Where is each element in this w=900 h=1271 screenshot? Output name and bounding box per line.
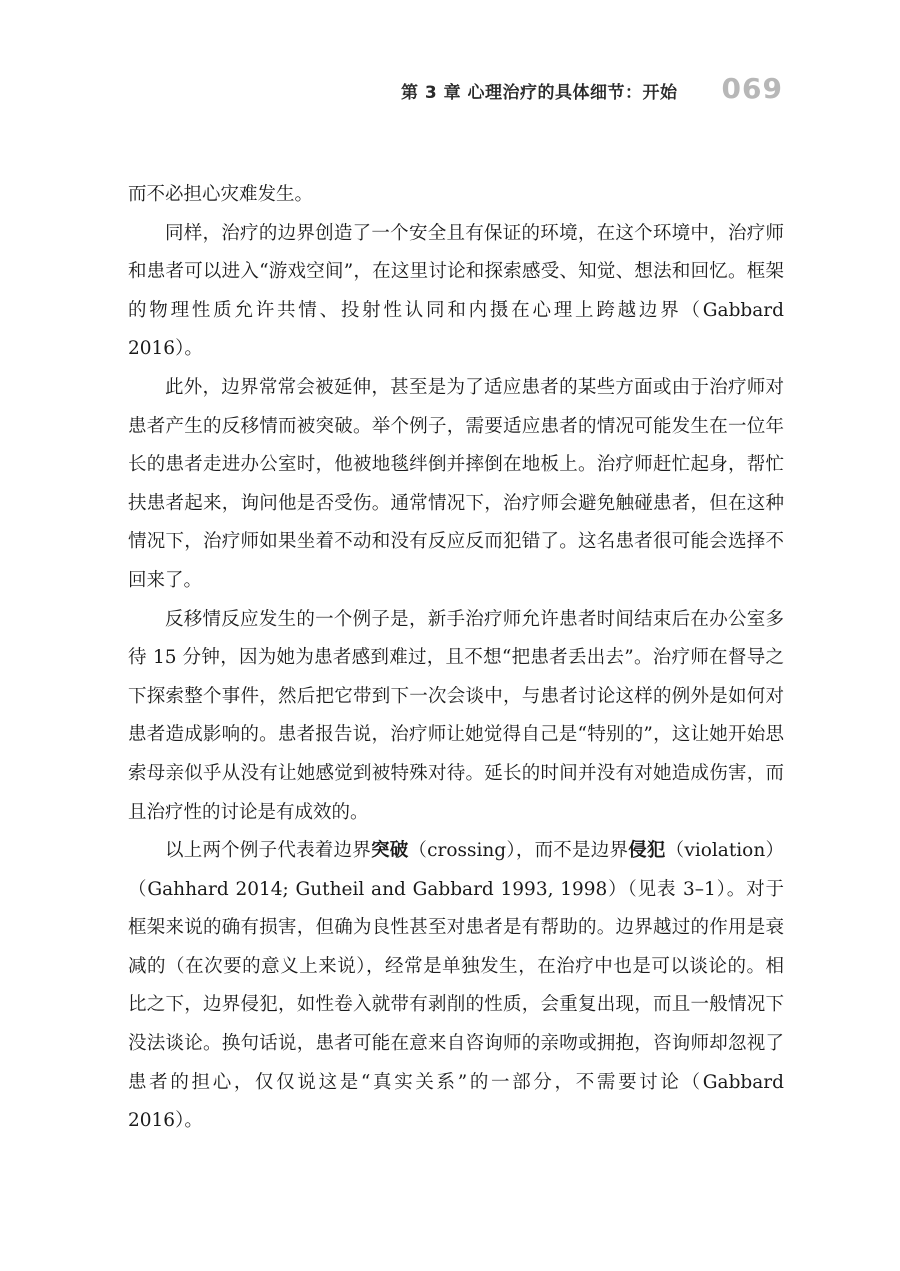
term-crossing: 突破 — [370, 840, 409, 862]
body-text — [128, 176, 784, 1141]
paragraph-boundary-extension-example: 此外，边界常常会被延伸，甚至是为了适应患者的某些方面或由于治疗师对患者产生的反移情而被突破。举个例子，需要适应患者的情况可能发生在一位年长的患者走进办公室时，他被地毯绊倒并摔倒在地板上。治疗师赶忙起身，帮忙扶患者起来，询问他是否受伤。通常情况下，治疗师会避免触碰患者，但在这种情况下，治疗师如果坐着不动和没有反应反而犯错了。这名患者很可能会选择不回来了。 — [128, 376, 784, 591]
paragraph-countertransference-example: 反移情反应发生的一个例子是，新手治疗师允许患者时间结束后在办公室多待 15 分钟，因为她为患者感到难过，且不想“把患者丢出去”。治疗师在督导之下探索整个事件，然后把它带到下一次会谈中，与患者讨论这样的例外是如何对患者造成影响的。患者报告说，治疗师让她觉得自己是“特别的”，这让她开始思索母亲似乎从没有让她感觉到被特殊对待。延长的时间并没有对她造成伤害，而且治疗性的讨论是有成效的。 — [128, 608, 784, 823]
paragraph-continuation: 而不必担心灾难发生。 — [128, 184, 314, 205]
page-number: 069 — [721, 72, 783, 105]
paragraph-boundaries-safe-environment: 同样，治疗的边界创造了一个安全且有保证的环境，在这个环境中，治疗师和患者可以进入“游戏空间”，在这里讨论和探索感受、知觉、想法和回忆。框架的物理性质允许共情、投射性认同和内摄在心理上跨越边界（Gabbard 2016）。 — [128, 222, 784, 360]
paragraph-text: 以上两个例子代表着边界 — [165, 840, 371, 862]
running-header — [401, 72, 783, 105]
paragraph-crossing-vs-violation — [128, 832, 784, 1141]
chapter-title: 第 3 章 心理治疗的具体细节：开始 — [400, 83, 678, 103]
paragraph-text: （violation）（Gahhard 2014; Gutheil and Gabbard 1993, 1998）（见表 3–1）。对于框架来说的确有损害，但确为良性甚至对患者是有帮助的。边界越过的作用是衰减的（在次要的意义上来说），经常是单独发生，在治疗中也是可以谈论的。相比之下，边界侵犯，如性卷入就带有剥削的性质，会重复出现，而且一般情况下没法谈论。换句话说，患者可能在意来自咨询师的亲吻或拥抱，咨询师却忽视了患者的担心，仅仅说这是“真实关系”的一部分，不需要讨论（Gabbard 2016）。 — [128, 840, 784, 1132]
paragraph-text: （crossing），而不是边界 — [408, 840, 629, 862]
term-violation: 侵犯 — [628, 840, 666, 862]
